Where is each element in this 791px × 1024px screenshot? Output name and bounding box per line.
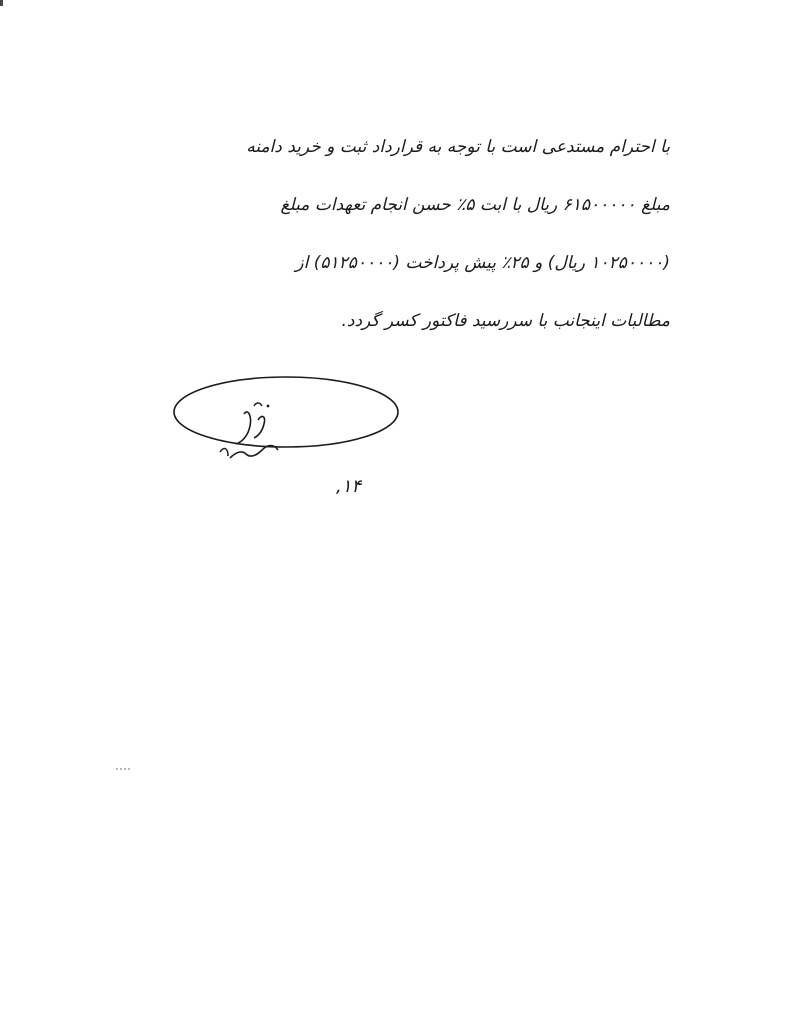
note-line-1: با احترام مستدعی است با توجه به قرارداد ثبت و خرید دامنه [246, 137, 670, 157]
signature-drawing [170, 372, 410, 482]
handwritten-note [150, 118, 670, 350]
signature-dot [267, 405, 270, 408]
note-line-2: مبلغ ۶۱۵۰۰۰۰۰ ریال با ابت ۵٪ حسن انجام تعهدات مبلغ [280, 195, 670, 215]
signature [170, 372, 410, 482]
scan-artifact [0, 0, 3, 6]
signature-stroke-4 [220, 449, 228, 456]
note-line-4: مطالبات اینجانب با سررسید فاکتور کسر گردد. [341, 311, 670, 331]
signature-stroke-1 [236, 412, 251, 444]
signature-stroke-2 [254, 417, 265, 438]
note-line-3: (۱۰۲۵۰۰۰۰ ریال) و ۲۵٪ پیش پرداخت (۵۱۲۵۰۰۰۰) از [295, 253, 670, 273]
scan-speck [116, 768, 132, 770]
date-mark: ,۱۴ [336, 476, 362, 497]
signature-stroke-5 [254, 403, 262, 406]
signature-oval [174, 377, 398, 447]
